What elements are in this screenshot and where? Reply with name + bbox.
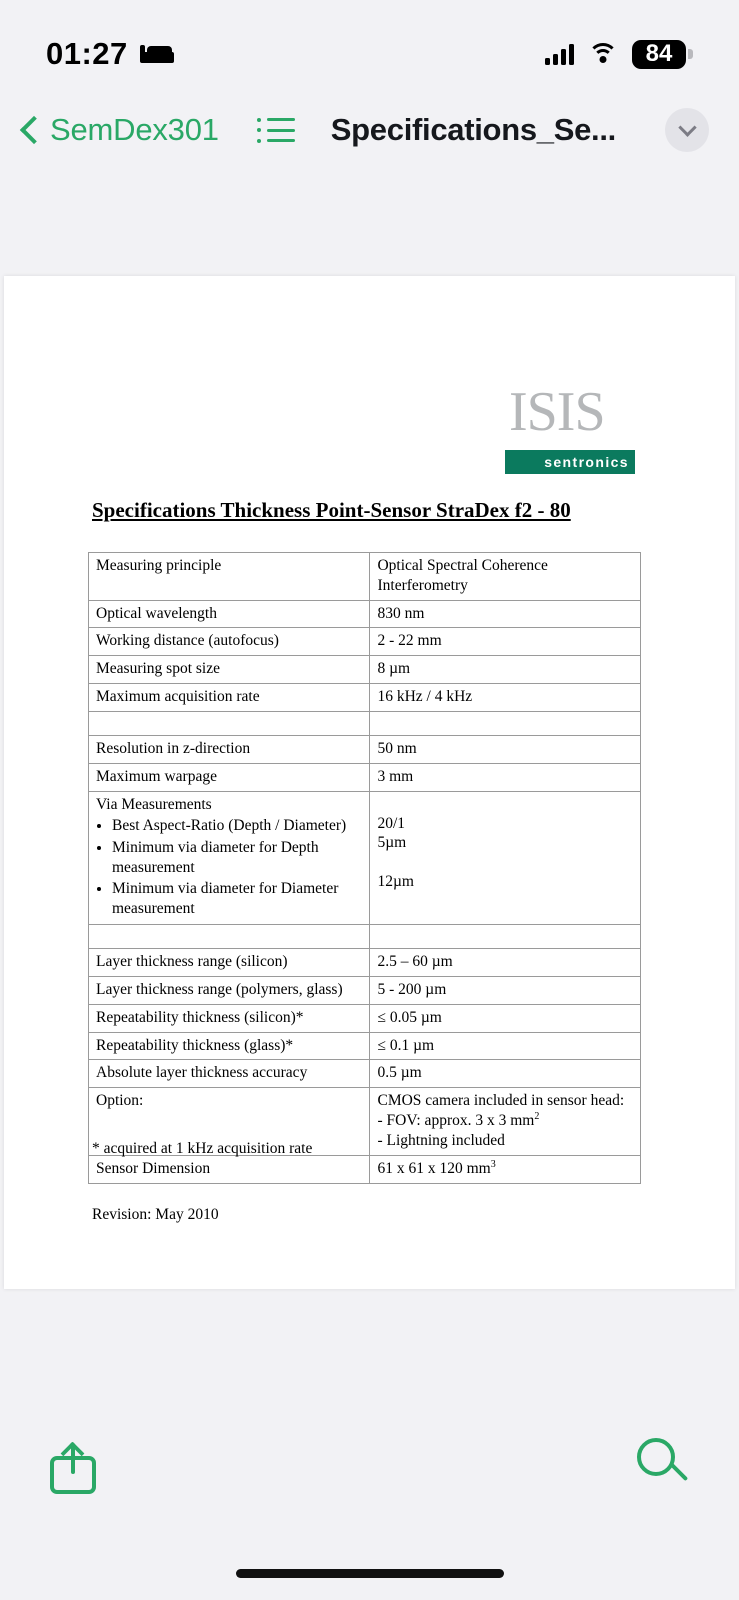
spec-label: Option: [89, 1088, 370, 1156]
spec-value: 8 µm [370, 656, 641, 684]
list-item: • Minimum via diameter for Diameter measurement [112, 879, 363, 919]
table-row [89, 600, 641, 628]
sensor-dimension-sup: 3 [490, 1158, 496, 1170]
spec-value: 5 - 200 µm [370, 976, 641, 1004]
spec-value [370, 1155, 641, 1183]
sensor-dimension-text: 61 x 61 x 120 mm [377, 1160, 491, 1178]
page-title: Specifications_Se... [330, 112, 616, 147]
table-row [89, 553, 641, 601]
spec-value: 50 nm [370, 735, 641, 763]
table-row [89, 684, 641, 712]
status-bar [0, 0, 739, 90]
spec-label: Maximum warpage [89, 763, 370, 791]
bed-icon [140, 43, 174, 65]
home-indicator[interactable] [236, 1569, 504, 1578]
list-item: • Best Aspect-Ratio (Depth / Diameter) [112, 816, 363, 836]
logo-wordmark: ISIS [509, 381, 605, 443]
spec-label [89, 711, 370, 735]
back-button-label: SemDex301 [50, 112, 219, 147]
battery-level-label: 84 [632, 40, 686, 69]
document-options-button[interactable] [665, 108, 709, 152]
via-bullet-list [112, 816, 363, 919]
search-icon[interactable] [637, 1438, 689, 1490]
chevron-down-icon [678, 118, 696, 136]
spec-value: 0.5 µm [370, 1060, 641, 1088]
spec-label: Sensor Dimension [89, 1155, 370, 1183]
spec-value: 830 nm [370, 600, 641, 628]
via-measurements-cell [89, 791, 370, 925]
spec-label: Absolute layer thickness accuracy [89, 1060, 370, 1088]
spec-label: Resolution in z-direction [89, 735, 370, 763]
footnote: * acquired at 1 kHz acquisition rate [92, 1140, 313, 1157]
option-value-cell [370, 1088, 641, 1156]
table-row [89, 1004, 641, 1032]
list-item: • Minimum via diameter for Depth measurement [112, 838, 363, 878]
bulleted-list-icon[interactable] [257, 118, 295, 143]
spec-label: Measuring spot size [89, 656, 370, 684]
share-icon[interactable] [50, 1438, 96, 1494]
spec-label: Working distance (autofocus) [89, 628, 370, 656]
spec-label: Layer thickness range (silicon) [89, 949, 370, 977]
spec-value: 2 - 22 mm [370, 628, 641, 656]
status-bar-right [545, 40, 693, 69]
spec-label: Repeatability thickness (glass)* [89, 1032, 370, 1060]
via-value: 5µm [377, 834, 407, 852]
option-line-3: - Lightning included [377, 1132, 505, 1150]
via-title: Via Measurements [96, 795, 212, 813]
spec-label: Repeatability thickness (silicon)* [89, 1004, 370, 1032]
spec-label [89, 925, 370, 949]
spec-value: 16 kHz / 4 kHz [370, 684, 641, 712]
table-row [89, 949, 641, 977]
spec-value: 3 mm [370, 763, 641, 791]
table-row [89, 628, 641, 656]
spec-value: ≤ 0.1 µm [370, 1032, 641, 1060]
via-value: 12µm [377, 873, 414, 891]
spec-value [370, 711, 641, 735]
table-spacer-row [89, 711, 641, 735]
table-row [89, 656, 641, 684]
wifi-icon [588, 43, 618, 65]
spec-label: Measuring principle [89, 553, 370, 601]
table-row-sensor-dimension [89, 1155, 641, 1183]
option-line-2 [377, 1111, 634, 1131]
spec-value: 2.5 – 60 µm [370, 949, 641, 977]
specifications-table [88, 552, 641, 1184]
option-line-1: CMOS camera included in sensor head: [377, 1092, 625, 1110]
document-heading: Specifications Thickness Point-Sensor StraDex f2 - 80 [92, 498, 571, 522]
isis-sentronics-logo [505, 378, 635, 474]
navigation-bar [0, 90, 739, 170]
cellular-signal-icon [545, 43, 574, 65]
table-row [89, 1032, 641, 1060]
back-button[interactable] [18, 112, 219, 148]
table-row-via-measurements [89, 791, 641, 925]
via-values-cell [370, 791, 641, 925]
spec-value: ≤ 0.05 µm [370, 1004, 641, 1032]
table-row [89, 763, 641, 791]
table-row [89, 735, 641, 763]
spec-label: Maximum acquisition rate [89, 684, 370, 712]
option-line-2-sup: 2 [534, 1111, 540, 1123]
battery-indicator [632, 40, 693, 69]
via-value: 20/1 [377, 814, 406, 832]
spec-label: Layer thickness range (polymers, glass) [89, 976, 370, 1004]
document-page[interactable] [4, 276, 735, 1289]
option-line-2-text: - FOV: approx. 3 x 3 mm [377, 1112, 535, 1130]
status-bar-left [46, 36, 174, 72]
bottom-toolbar [0, 1410, 739, 1600]
spec-value: Optical Spectral Coherence Interferometry [370, 553, 641, 601]
spec-value [370, 925, 641, 949]
table-spacer-row [89, 925, 641, 949]
chevron-left-icon [20, 116, 48, 144]
logo-tagline: sentronics [505, 450, 635, 474]
table-row [89, 1060, 641, 1088]
revision-text: Revision: May 2010 [92, 1206, 219, 1223]
spec-label: Optical wavelength [89, 600, 370, 628]
table-row [89, 976, 641, 1004]
status-clock: 01:27 [46, 36, 128, 71]
